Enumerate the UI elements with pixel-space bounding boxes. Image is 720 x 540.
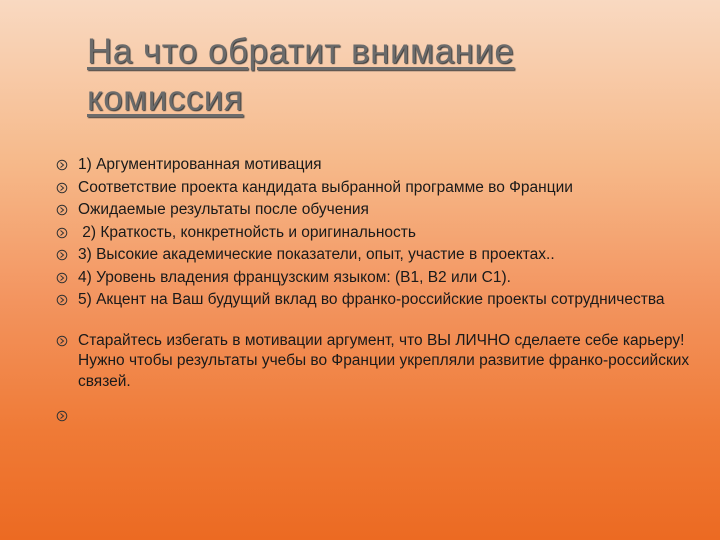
- circled-arrow-icon: [56, 182, 68, 194]
- circled-arrow-icon: [56, 159, 68, 171]
- bullet-text: 1) Аргументированная мотивация: [78, 156, 322, 173]
- circled-arrow-icon: [56, 294, 68, 306]
- circled-arrow-icon: [56, 204, 68, 216]
- list-item: [56, 245, 696, 266]
- list-item: [56, 331, 696, 393]
- list-item: [56, 268, 696, 289]
- list-item: [56, 155, 696, 176]
- bullet-text: 4) Уровень владения французским языком: (В1, В2 или С1).: [78, 268, 511, 286]
- list-item: [56, 290, 696, 311]
- bullet-text: [78, 407, 82, 424]
- bullet-text: 5) Акцент на Ваш будущий вклад во франко-российские проекты сотрудничества: [78, 291, 665, 308]
- list-item: [56, 178, 696, 199]
- list-item: [56, 223, 696, 244]
- bullet-text: Соответствие проекта кандидата выбранной программе во Франции: [78, 178, 573, 196]
- circled-arrow-icon: [56, 249, 68, 261]
- circled-arrow-icon: [56, 272, 68, 284]
- list-item: [56, 406, 696, 427]
- circled-arrow-icon: [56, 335, 68, 347]
- slide-title: На что обратит внимание комиссия: [87, 32, 515, 118]
- bullet-text: 2) Краткость, конкретнойсть и оригинальность: [78, 223, 416, 241]
- circled-arrow-icon: [56, 227, 68, 239]
- list-item: [56, 200, 696, 221]
- bullet-text: Ожидаемые результаты после обучения: [78, 201, 369, 218]
- circled-arrow-icon: [56, 410, 68, 422]
- bullet-list: [56, 155, 696, 429]
- bullet-text: 3) Высокие академические показатели, опыт, участие в проектах..: [78, 246, 555, 263]
- bullet-text: Старайтесь избегать в мотивации аргумент, что ВЫ ЛИЧНО сделаете себе карьеру! Нужно чтобы результаты учебы во Франции укрепляли развитие франко-российских связей.: [78, 331, 690, 390]
